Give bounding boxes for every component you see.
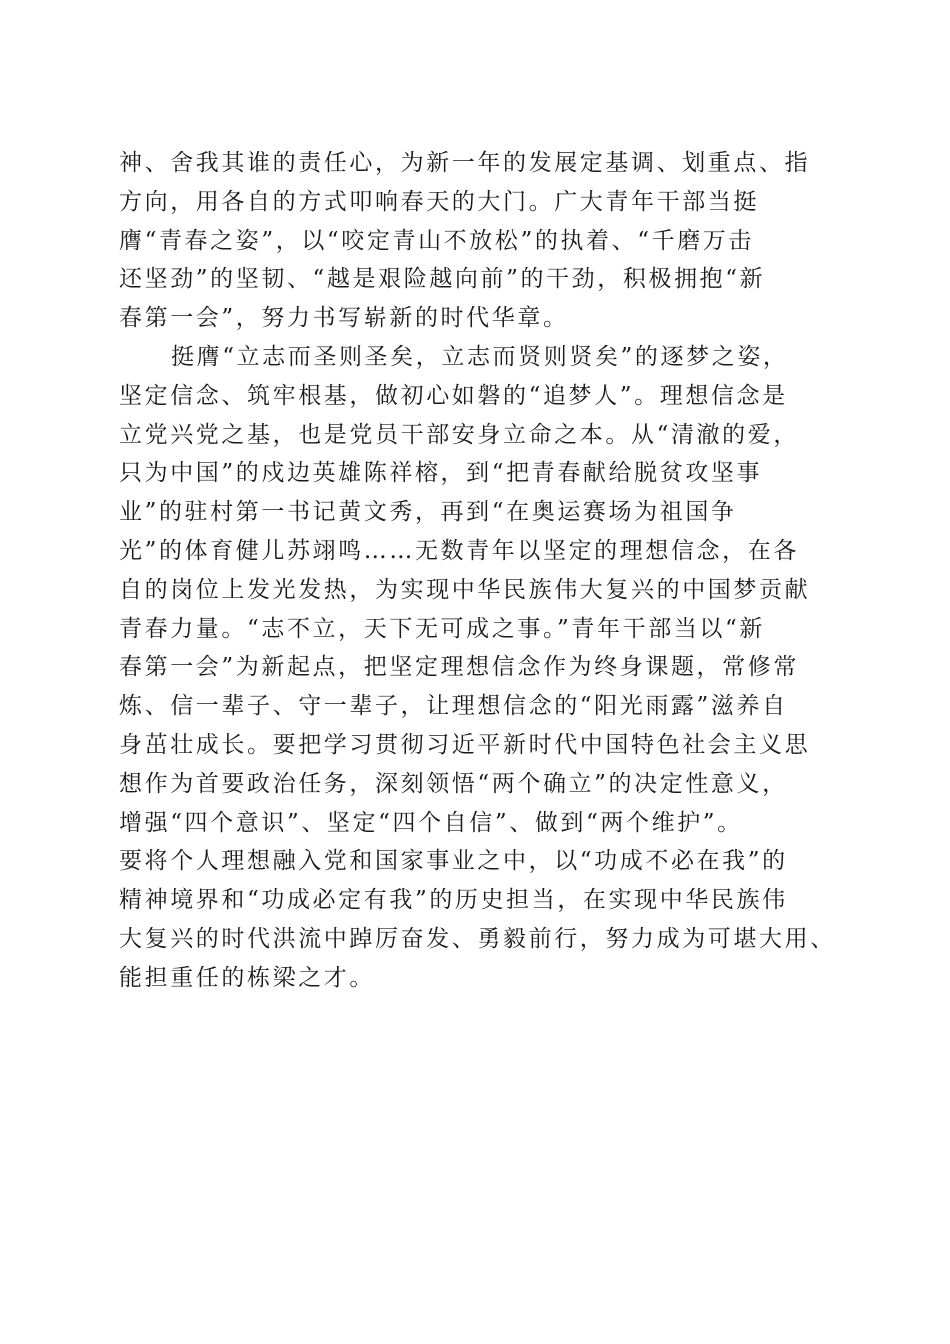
- text-line: 坚定信念、筑牢根基，做初心如磐的“追梦人”。理想信念是: [119, 382, 788, 409]
- text-line: 春第一会”为新起点，把坚定理想信念作为终身课题，常修常: [119, 654, 799, 681]
- text-line: 要将个人理想融入党和国家事业之中，以“功成不必在我”的: [119, 848, 788, 875]
- text-line: 想作为首要政治任务，深刻领悟“两个确立”的决定性意义，: [119, 770, 788, 797]
- text-line: 方向，用各自的方式叩响春天的大门。广大青年干部当挺: [119, 188, 759, 215]
- text-line: 身茁壮成长。要把学习贯彻习近平新时代中国特色社会主义思: [119, 731, 811, 758]
- text-line: 精神境界和“功成必定有我”的历史担当，在实现中华民族伟: [119, 887, 788, 914]
- text-line: 神、舍我其谁的责任心，为新一年的发展定基调、划重点、指: [119, 150, 811, 176]
- text-line: 能担重任的栋梁之才。: [119, 964, 375, 991]
- text-line: 自的岗位上发光发热，为实现中华民族伟大复兴的中国梦贡献: [119, 576, 811, 603]
- text-line: 膺“青春之姿”，以“咬定青山不放松”的执着、“千磨万击: [119, 227, 754, 254]
- text-line: 还坚劲”的坚韧、“越是艰险越向前”的干劲，积极拥抱“新: [119, 266, 766, 293]
- text-line: 青春力量。“志不立，天下无可成之事。”青年干部当以“新: [119, 615, 765, 642]
- text-line: 立党兴党之基，也是党员干部安身立命之本。从“清澈的爱，: [119, 421, 799, 448]
- paragraph-first-line: 挺膺“立志而圣则圣矣，立志而贤则贤矣”的逐梦之姿，: [171, 343, 789, 370]
- text-line: 春第一会”，努力书写崭新的时代华章。: [119, 305, 569, 332]
- text-line: 大复兴的时代洪流中踔厉奋发、勇毅前行，努力成为可堪大用、: [119, 925, 836, 952]
- text-line: 只为中国”的戍边英雄陈祥榕，到“把青春献给脱贫攻坚事: [119, 460, 763, 487]
- text-line: 炼、信一辈子、守一辈子，让理想信念的“阳光雨露”滋养自: [119, 693, 788, 720]
- body-text: [119, 144, 839, 998]
- text-line: 业”的驻村第一书记黄文秀，再到“在奥运赛场为祖国争: [119, 499, 737, 526]
- text-line: 增强“四个意识”、坚定“四个自信”、做到“两个维护”。: [119, 809, 743, 836]
- text-line: 光”的体育健儿苏翊鸣……无数青年以坚定的理想信念，在各: [119, 537, 799, 564]
